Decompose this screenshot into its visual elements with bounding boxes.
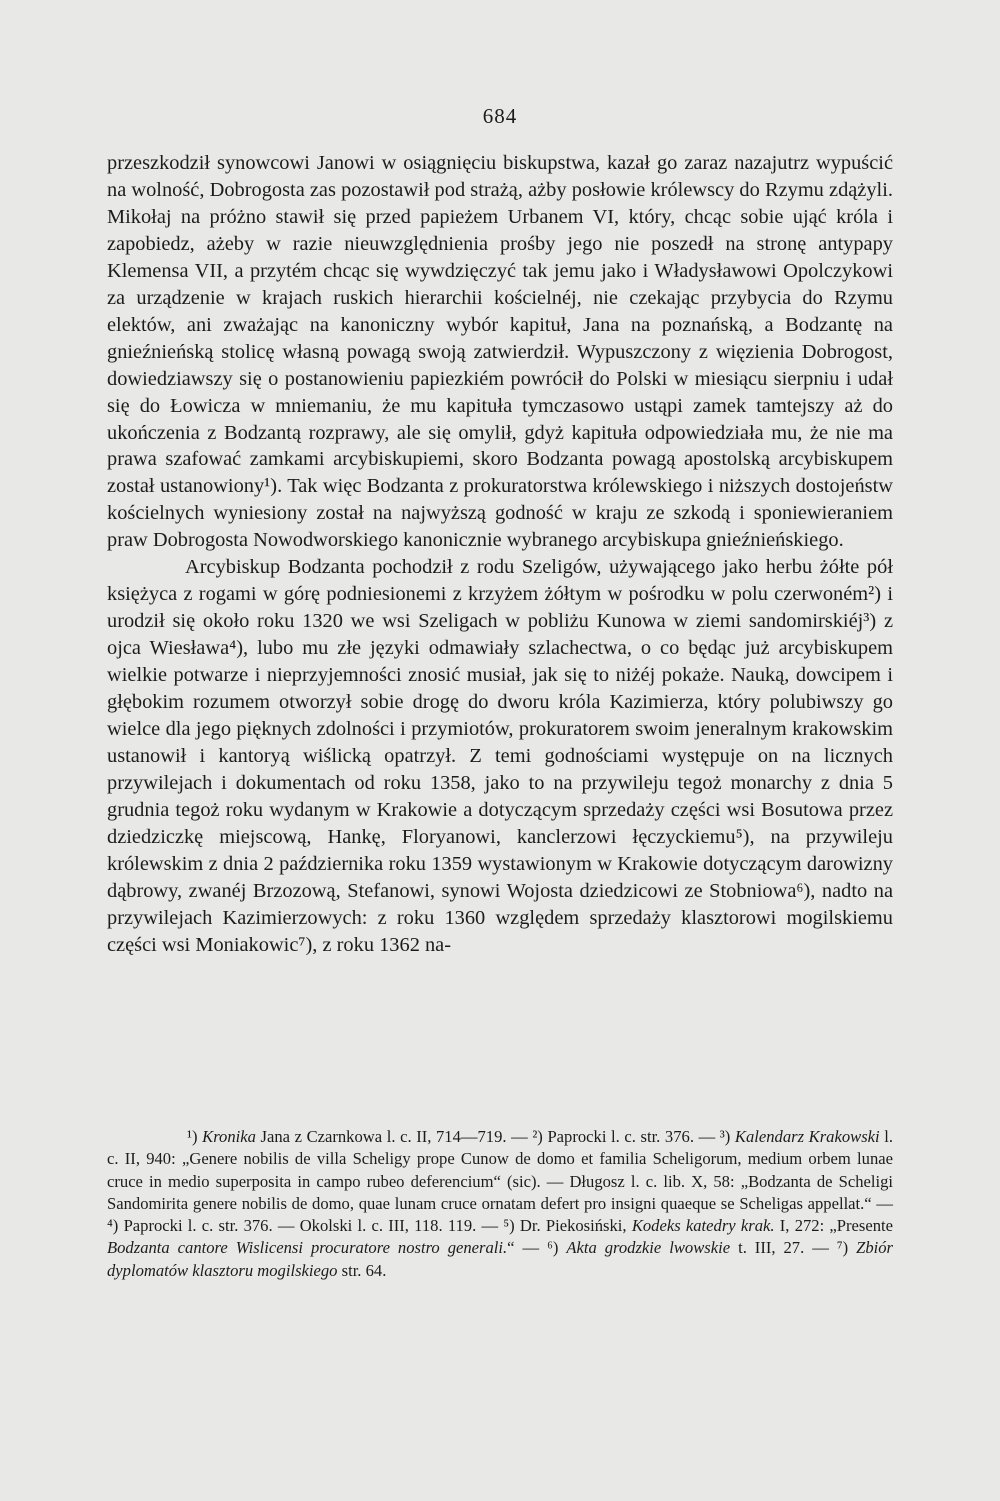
footnote-title: Kronika — [202, 1127, 256, 1146]
footnote-text: Paprocki l. c. str. 376. — Okolski l. c. III, 118. 119. — — [123, 1216, 499, 1236]
footnote-block — [107, 1126, 893, 1282]
footnote-title: Akta grodzkie lwowskie — [566, 1238, 731, 1258]
footnote-text: l. c. II, 940: „Genere nobilis de villa Scheligy prope Cunow de domo et familia Scheligorum, medium orbem lunae cruce in medio superposita in campo rubeo deferencium“ (sic). — Długosz l. c. lib. X, 58: „Bodzanta de Scheligi Sandomirita genere nobilis de domo, quae lunam cruce ornatam defert pro insigni quaeque se Scheligas appellat.“ — — [107, 1127, 894, 1213]
footnote-text: t. III, 27. — — [738, 1238, 829, 1258]
footnote-marker: ¹) — [187, 1127, 198, 1146]
footnote-quote: Bodzanta cantore Wislicensi procuratore nostro generali. — [107, 1238, 508, 1258]
footnote-text: str. 64. — [341, 1260, 387, 1280]
footnote-marker: ⁴) — [107, 1216, 119, 1236]
footnote-marker: ⁷) — [836, 1238, 849, 1258]
footnote-title: Kodeks katedry krak. — [631, 1216, 775, 1236]
footnote-marker: ⁵) — [503, 1216, 515, 1236]
footnote-text: Jana z Czarnkowa l. c. II, 714—719. — — [260, 1127, 528, 1146]
footnote-marker: ³) — [719, 1127, 731, 1146]
footnote-title: Zbiór dyplomatów klasztoru mogilskiego — [107, 1238, 893, 1280]
footnote-text: Paprocki l. c. str. 376. — — [547, 1127, 716, 1146]
page-number: 684 — [482, 104, 518, 128]
paragraph: Arcybiskup Bodzanta pochodził z rodu Szeligów, używającego jako herbu żółte pół księżyca z rogami w górę podniesionemi z krzyżem żółtym w pośrodku w polu czerwoném²) i urodził się około roku 1320 we wsi Szeligach w pobliżu Kunowa w ziemi sandomirskiéj³) z ojca Wiesława⁴), lubo mu złe języki odmawiały szlachectwa, o co będąc już arcybiskupem wielkie potwarze i nieprzyjemności znosić musiał, jak się to niżéj pokaże. Nauką, dowcipem i głębokim rozumem otworzył sobie drogę do dworu króla Kazimierza, który polubiwszy go wielce dla jego pięknych zdolności i przymiotów, prokuratorem swoim jeneralnym krakowskim ustanowił i kantoryą wiślicką opatrzył. Z temi godnościami występuje on na licznych przywilejach i dokumentach od roku 1358, jako to na przywileju tegoż monarchy z dnia 5 grudnia tegoż roku wydanym w Krakowie a dotyczącym sprzedaży części wsi Bosutowa przez dziedziczkę miejscową, Hankę, Floryanowi, kanclerzowi łęczyckiemu⁵), na przywileju królewskim z dnia 2 października roku 1359 wystawionym w Krakowie dotyczącym darowizny dąbrowy, zwanéj Brzozową, Stefanowi, synowi Wojosta dziedzicowi ze Stobniowa⁶), nadto na przywilejach Kazimierzowych: z roku 1360 względem sprzedaży klasztorowi mogilskiemu części wsi Moniakowic⁷), z roku 1362 na- — [107, 556, 893, 956]
main-text — [107, 150, 893, 959]
footnote-title: Kalendarz Krakowski — [734, 1127, 880, 1146]
footnote-text: Dr. Piekosiński, — [519, 1216, 627, 1236]
footnotes — [107, 1126, 893, 1282]
paragraph: przeszkodził synowcowi Janowi w osiągnięciu biskupstwa, kazał go zaraz nazajutrz wypuścić na wolność, Dobrogosta zas pozostawił pod strażą, ażby posłowie królewscy do Rzymu zdążyli. Mikołaj na próżno stawił się przed papieżem Urbanem VI, który, chcąc sobie ująć króla i zapobiedz, ażeby w razie nieuwzględnienia prośby jego nie poszedł na stronę antypapy Klemensa VII, a przytém chcąc się wywdzięczyć tak jemu jako i Władysławowi Opolczykowi za urządzenie w krajach ruskich hierarchii kościelnéj, nie czekając przybycia do Rzymu elektów, ani zważając na kanoniczny wybór kapituł, Jana na poznańską, a Bodzantę na gnieźnieńską stolicę własną powagą swoją zatwierdził. Wypuszczony z więzienia Dobrogost, dowiedziawszy się o postanowieniu papiezkiém powrócił do Polski w miesiącu sierpniu i udał się do Łowicza w mniemaniu, że mu kapituła tymczasowo ustąpi zamek tamtejszy aż do ukończenia z Bodzantą rozprawy, ale się omylił, gdyż kapituła odpowiedziała mu, że nie ma prawa szafować zamkami arcybiskupiemi, skoro Bodzanta powagą apostolską arcybiskupem został ustanowiony¹). Tak więc Bodzanta z prokuratorstwa królewskiego i niższych dostojeństw kościelnych wyniesiony został na najwyższą godność w kraju ze szkodą i sponiewieraniem praw Dobrogosta Nowodworskiego kanonicznie wybranego arcybiskupa gnieźnieńskiego. — [107, 152, 893, 552]
footnote-marker: ²) — [532, 1127, 543, 1146]
footnote-marker: ⁶) — [547, 1238, 559, 1258]
footnote-text: I, 272: „Presente — [779, 1216, 894, 1236]
footnote-text: “ — — [507, 1238, 540, 1258]
